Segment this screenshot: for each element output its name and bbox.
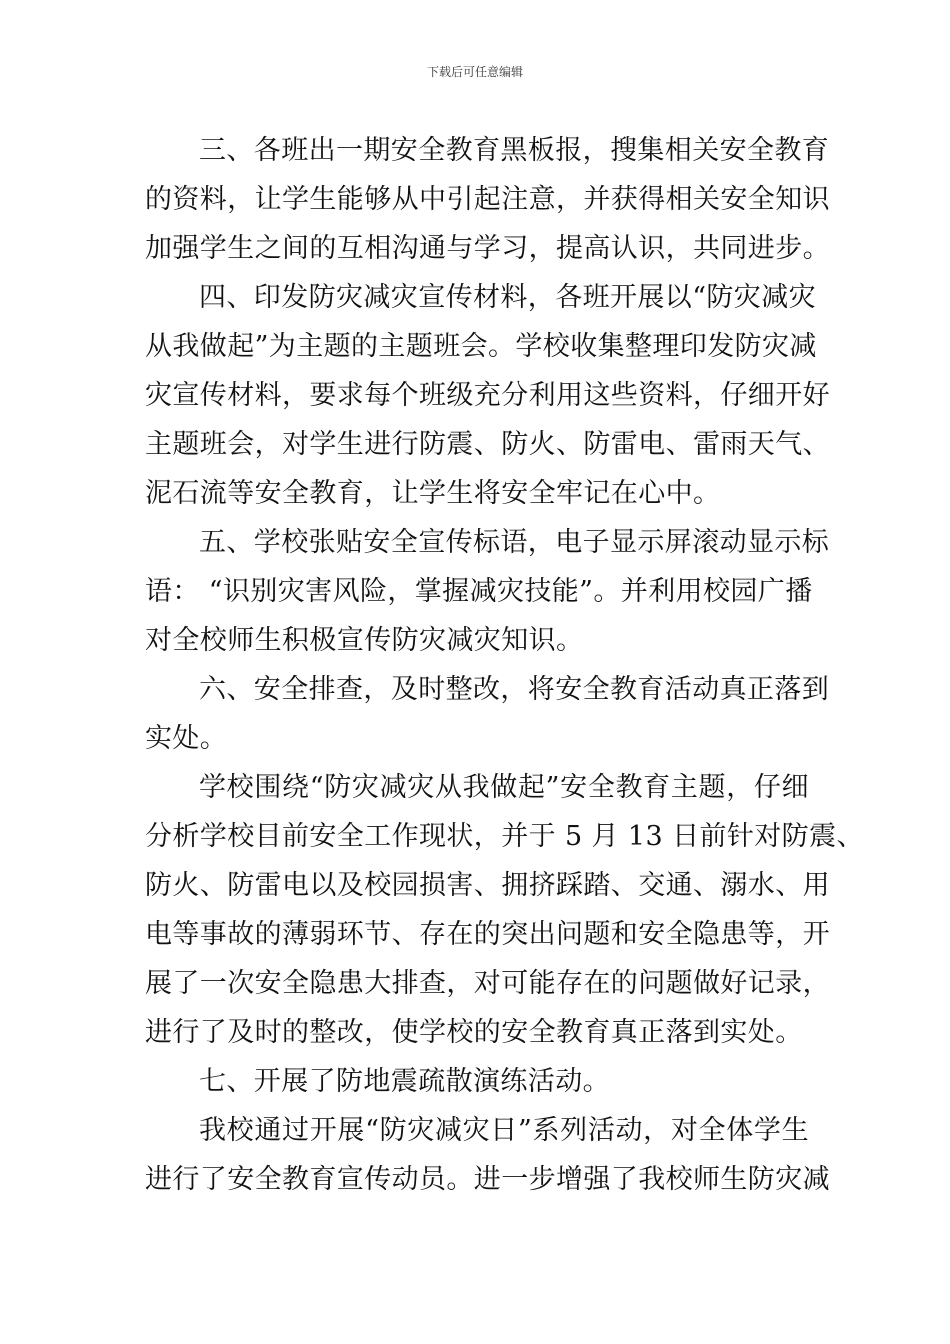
text-line: 语： “识别灾害风险，掌握减灾技能”。并利用校园广播 [145, 576, 813, 607]
text-line: 对全校师生积极宣传防灾减灾知识。 [145, 625, 584, 656]
text-line: 我校通过开展“防灾减灾日”系列活动，对全体学生 [199, 1115, 809, 1146]
text-line: 的资料，让学生能够从中引起注意，并获得相关安全知识 [145, 184, 830, 215]
text-line: 实处。 [145, 723, 228, 754]
text-line: 学校围绕“防灾减灾从我做起”安全教育主题，仔细 [199, 772, 809, 803]
paragraph-7 [145, 1057, 809, 1106]
text-line: 六、安全排查，及时整改，将安全教育活动真正落到 [199, 674, 830, 705]
text-line: 七、开展了防地震疏散演练活动。 [199, 1066, 610, 1097]
paragraph-summary [145, 1106, 830, 1204]
text-line: 加强学生之间的互相沟通与学习，提高认识，共同进步。 [145, 233, 830, 264]
text-line: 灾宣传材料，要求每个班级充分利用这些资料，仔细开好 [145, 380, 830, 411]
paragraph-3 [145, 126, 830, 273]
text-line: 电等事故的薄弱环节、存在的突出问题和安全隐患等，开 [145, 919, 830, 950]
text-line: 进行了安全教育宣传动员。进一步增强了我校师生防灾减 [145, 1164, 830, 1195]
text-line: 三、各班出一期安全教育黑板报，搜集相关安全教育 [199, 135, 830, 166]
text-line: 主题班会，对学生进行防震、防火、防雷电、雷雨天气、 [145, 429, 830, 460]
text-line: 防火、防雷电以及校园损害、拥挤踩踏、交通、溺水、用 [145, 870, 830, 901]
text-line: 四、印发防灾减灾宣传材料，各班开展以“防灾减灾 [199, 282, 817, 313]
paragraph-school-inspection [145, 763, 864, 1057]
text-line: 从我做起”为主题的主题班会。学校收集整理印发防灾减 [145, 331, 817, 362]
text-line: 展了一次安全隐患大排查，对可能存在的问题做好记录， [145, 968, 830, 999]
paragraph-6 [145, 665, 830, 763]
page-header: 下载后可任意编辑 [426, 65, 523, 79]
text-line: 分析学校目前安全工作现状，并于 5 月 13 日前针对防震、 [145, 821, 864, 852]
text-line: 五、学校张贴安全宣传标语，电子显示屏滚动显示标 [199, 527, 830, 558]
document-body [145, 126, 864, 1204]
paragraph-5 [145, 518, 830, 665]
text-line: 进行了及时的整改，使学校的安全教育真正落到实处。 [145, 1017, 803, 1048]
text-line: 泥石流等安全教育，让学生将安全牢记在心中。 [145, 478, 721, 509]
paragraph-4 [145, 273, 830, 518]
